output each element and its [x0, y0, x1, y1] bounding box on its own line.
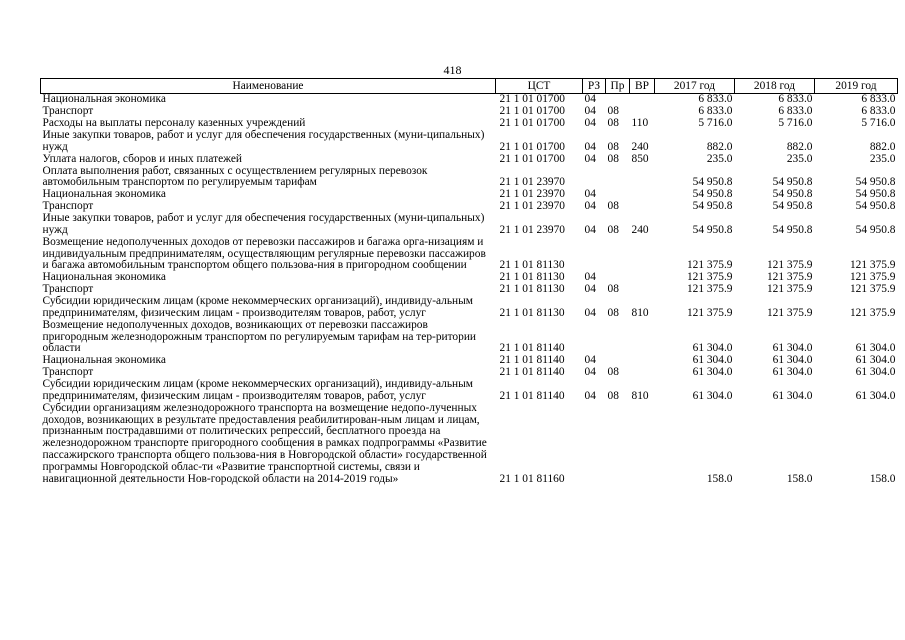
cell-2017: 235.0 — [706, 152, 733, 165]
cell-rz — [583, 166, 606, 190]
cell-2019: 5 716.0 — [861, 117, 896, 130]
cell-2018: 121 375.9 — [766, 271, 813, 284]
cell-vr — [630, 189, 655, 201]
cell-2019: 6 833.0 — [861, 93, 896, 106]
cell-vr — [630, 94, 655, 107]
table-row — [41, 130, 898, 154]
cell-2018: 54 950.8 — [772, 200, 813, 213]
cell-2018: 61 304.0 — [772, 342, 813, 355]
cell-2017: 54 950.8 — [692, 188, 733, 201]
table-row — [41, 320, 898, 355]
cell-rz: 04 — [584, 306, 596, 319]
table-row — [41, 403, 898, 486]
cell-cst: 21 1 01 81160 — [499, 472, 565, 485]
cell-2018: 61 304.0 — [772, 389, 813, 402]
cell-pr — [606, 237, 630, 272]
cell-name: Уплата налогов, сборов и иных платежей — [42, 152, 242, 165]
cell-vr — [630, 201, 655, 213]
cell-pr: 08 — [607, 152, 619, 165]
header-pr: Пр — [606, 79, 630, 94]
table-row — [41, 94, 898, 107]
cell-cst: 21 1 01 23970 — [499, 200, 565, 213]
cell-vr — [630, 403, 655, 486]
cell-2019: 121 375.9 — [849, 259, 896, 272]
cell-pr: 08 — [607, 306, 619, 319]
cell-2019: 54 950.8 — [855, 188, 896, 201]
cell-vr — [630, 106, 655, 118]
cell-cst: 21 1 01 81140 — [499, 366, 565, 379]
cell-rz: 04 — [584, 188, 596, 201]
cell-2019: 121 375.9 — [849, 283, 896, 296]
cell-2017: 121 375.9 — [686, 283, 733, 296]
cell-cst: 21 1 01 23970 — [499, 188, 565, 201]
cell-2017: 121 375.9 — [686, 259, 733, 272]
table-row — [41, 213, 898, 237]
table-row — [41, 379, 898, 403]
cell-vr — [630, 320, 655, 355]
cell-cst: 21 1 01 01700 — [499, 152, 565, 165]
cell-2019: 158.0 — [869, 472, 896, 485]
cell-2018: 121 375.9 — [766, 259, 813, 272]
cell-rz: 04 — [584, 271, 596, 284]
cell-pr: 08 — [607, 389, 619, 402]
cell-vr — [630, 355, 655, 367]
cell-rz: 04 — [584, 366, 596, 379]
cell-pr: 08 — [607, 223, 619, 236]
cell-name: Возмещение недополученных доходов, возникающих от перевозки пассажиров пригородным железнодорожным транспортом по регулируемым тарифам на тер-ритории области — [42, 318, 477, 355]
cell-rz: 04 — [584, 117, 596, 130]
cell-pr: 08 — [607, 283, 619, 296]
cell-2017: 61 304.0 — [692, 342, 733, 355]
cell-name: Транспорт — [42, 366, 94, 379]
cell-rz: 04 — [584, 223, 596, 236]
cell-name: Субсидии организациям железнодорожного транспорта на возмещение недопо-лученных доходов, возникающих в результате предоставления реабилитирован-ным лицам и лицам, признанным пострадавшими от политических репрессий, бесплатного проезда на железнодорожном транспорте пригородного сообщения в рамках подпрограммы «Развитие пассажирского транспорта общего пользова-ния в Новгородской области» государственной программы Новгородской облас-ти «Развитие транспортной системы, связи и навигационной деятельности Нов-городской области на 2014-2019 годы» — [42, 401, 487, 485]
cell-name: Национальная экономика — [42, 271, 166, 284]
cell-2017: 882.0 — [706, 140, 733, 153]
cell-name: Иные закупки товаров, работ и услуг для обеспечения государственных (муни-ципальных) нужд — [42, 212, 485, 236]
cell-vr: 110 — [631, 117, 649, 130]
cell-vr: 810 — [631, 389, 649, 402]
cell-2019: 54 950.8 — [855, 176, 896, 189]
cell-rz — [583, 237, 606, 272]
table-header-row — [41, 79, 898, 94]
cell-2018: 6 833.0 — [778, 105, 813, 118]
cell-2019: 61 304.0 — [855, 366, 896, 379]
page-number: 418 — [443, 63, 462, 77]
header-2018: 2018 год — [735, 79, 815, 94]
header-vr: ВР — [630, 79, 655, 94]
cell-2018: 5 716.0 — [778, 117, 813, 130]
cell-pr — [606, 166, 630, 190]
cell-cst: 21 1 01 81140 — [499, 354, 565, 367]
cell-2017: 54 950.8 — [692, 200, 733, 213]
cell-name: Расходы на выплаты персоналу казенных учреждений — [42, 117, 306, 130]
table-row — [41, 237, 898, 272]
cell-2017: 54 950.8 — [692, 223, 733, 236]
cell-2017: 158.0 — [706, 472, 733, 485]
budget-table — [40, 78, 898, 485]
cell-pr — [606, 355, 630, 367]
cell-vr: 810 — [631, 306, 649, 319]
cell-pr — [606, 189, 630, 201]
cell-pr: 08 — [607, 105, 619, 118]
cell-2019: 121 375.9 — [849, 306, 896, 319]
cell-cst: 21 1 01 81130 — [499, 259, 565, 272]
cell-2017: 6 833.0 — [698, 93, 733, 106]
cell-pr: 08 — [607, 366, 619, 379]
cell-cst: 21 1 01 81130 — [499, 283, 565, 296]
cell-vr: 850 — [631, 152, 649, 165]
cell-name: Транспорт — [42, 283, 94, 296]
cell-pr — [606, 94, 630, 107]
cell-2017: 61 304.0 — [692, 354, 733, 367]
cell-vr — [630, 284, 655, 296]
cell-2019: 61 304.0 — [855, 389, 896, 402]
cell-cst: 21 1 01 01700 — [499, 93, 565, 106]
cell-rz: 04 — [584, 152, 596, 165]
cell-cst: 21 1 01 23970 — [499, 223, 565, 236]
cell-2018: 882.0 — [786, 140, 813, 153]
cell-name: Транспорт — [42, 105, 94, 118]
header-2019: 2019 год — [815, 79, 898, 94]
cell-pr: 08 — [607, 200, 619, 213]
cell-2019: 54 950.8 — [855, 223, 896, 236]
header-2017: 2017 год — [655, 79, 735, 94]
cell-2017: 54 950.8 — [692, 176, 733, 189]
table-row — [41, 154, 898, 166]
header-name: Наименование — [41, 79, 496, 94]
cell-rz: 04 — [584, 93, 596, 106]
cell-2017: 121 375.9 — [686, 271, 733, 284]
cell-2019: 882.0 — [869, 140, 896, 153]
cell-2019: 54 950.8 — [855, 200, 896, 213]
cell-vr: 240 — [631, 223, 649, 236]
cell-vr — [630, 166, 655, 190]
cell-rz: 04 — [584, 200, 596, 213]
cell-2019: 235.0 — [869, 152, 896, 165]
cell-pr — [606, 403, 630, 486]
table-row — [41, 272, 898, 284]
cell-name: Возмещение недополученных доходов от перевозки пассажиров и багажа орга-низациям и индивидуальным предпринимателям, осуществляющим регулярные перевозки пассажиров и багажа автомобильным транспортом общего пользова-ния в пригородном сообщении — [42, 235, 486, 272]
cell-vr: 240 — [631, 140, 649, 153]
cell-2017: 5 716.0 — [698, 117, 733, 130]
cell-name: Иные закупки товаров, работ и услуг для обеспечения государственных (муни-ципальных) нужд — [42, 129, 485, 153]
header-cst: ЦСТ — [496, 79, 583, 94]
cell-pr: 08 — [607, 140, 619, 153]
cell-name: Национальная экономика — [42, 188, 166, 201]
cell-name: Субсидии юридическим лицам (кроме некоммерческих организаций), индивиду-альным предпринимателям, физическим лицам - производителям товаров, работ, услуг — [42, 378, 473, 402]
cell-2017: 121 375.9 — [686, 306, 733, 319]
cell-rz — [583, 320, 606, 355]
cell-cst: 21 1 01 81130 — [499, 271, 565, 284]
cell-cst: 21 1 01 81140 — [499, 342, 565, 355]
cell-vr — [630, 272, 655, 284]
cell-2018: 54 950.8 — [772, 176, 813, 189]
cell-name: Национальная экономика — [42, 354, 166, 367]
table-row — [41, 355, 898, 367]
cell-rz: 04 — [584, 140, 596, 153]
cell-2019: 6 833.0 — [861, 105, 896, 118]
cell-2017: 6 833.0 — [698, 105, 733, 118]
cell-2019: 61 304.0 — [855, 342, 896, 355]
cell-rz: 04 — [584, 354, 596, 367]
cell-rz — [583, 403, 606, 486]
cell-cst: 21 1 01 01700 — [499, 117, 565, 130]
cell-name: Национальная экономика — [42, 93, 166, 106]
cell-name: Оплата выполнения работ, связанных с осуществлением регулярных перевозок автомобильным транспортом по регулируемым тарифам — [42, 164, 428, 189]
cell-rz: 04 — [584, 283, 596, 296]
table-row — [41, 106, 898, 118]
cell-cst: 21 1 01 23970 — [499, 176, 565, 189]
table-row — [41, 166, 898, 190]
cell-name: Субсидии юридическим лицам (кроме некоммерческих организаций), индивиду-альным предпринимателям, физическим лицам - производителям товаров, работ, услуг — [42, 295, 473, 319]
cell-cst: 21 1 01 81140 — [499, 389, 565, 402]
cell-name: Транспорт — [42, 200, 94, 213]
cell-2018: 61 304.0 — [772, 354, 813, 367]
cell-2019: 121 375.9 — [849, 271, 896, 284]
cell-cst: 21 1 01 01700 — [499, 105, 565, 118]
table-row — [41, 296, 898, 320]
cell-2018: 54 950.8 — [772, 188, 813, 201]
cell-2017: 61 304.0 — [692, 366, 733, 379]
cell-2018: 121 375.9 — [766, 283, 813, 296]
cell-cst: 21 1 01 81130 — [499, 306, 565, 319]
header-rz: РЗ — [583, 79, 606, 94]
cell-vr — [630, 237, 655, 272]
cell-2018: 6 833.0 — [778, 93, 813, 106]
cell-2018: 54 950.8 — [772, 223, 813, 236]
cell-2017: 61 304.0 — [692, 389, 733, 402]
cell-cst: 21 1 01 01700 — [499, 140, 565, 153]
cell-2019: 61 304.0 — [855, 354, 896, 367]
table-body — [41, 94, 898, 486]
cell-2018: 235.0 — [786, 152, 813, 165]
cell-2018: 121 375.9 — [766, 306, 813, 319]
cell-pr — [606, 320, 630, 355]
cell-2018: 61 304.0 — [772, 366, 813, 379]
cell-pr: 08 — [607, 117, 619, 130]
cell-pr — [606, 272, 630, 284]
cell-rz: 04 — [584, 105, 596, 118]
table-row — [41, 189, 898, 201]
cell-2018: 158.0 — [786, 472, 813, 485]
cell-rz: 04 — [584, 389, 596, 402]
cell-vr — [630, 367, 655, 379]
